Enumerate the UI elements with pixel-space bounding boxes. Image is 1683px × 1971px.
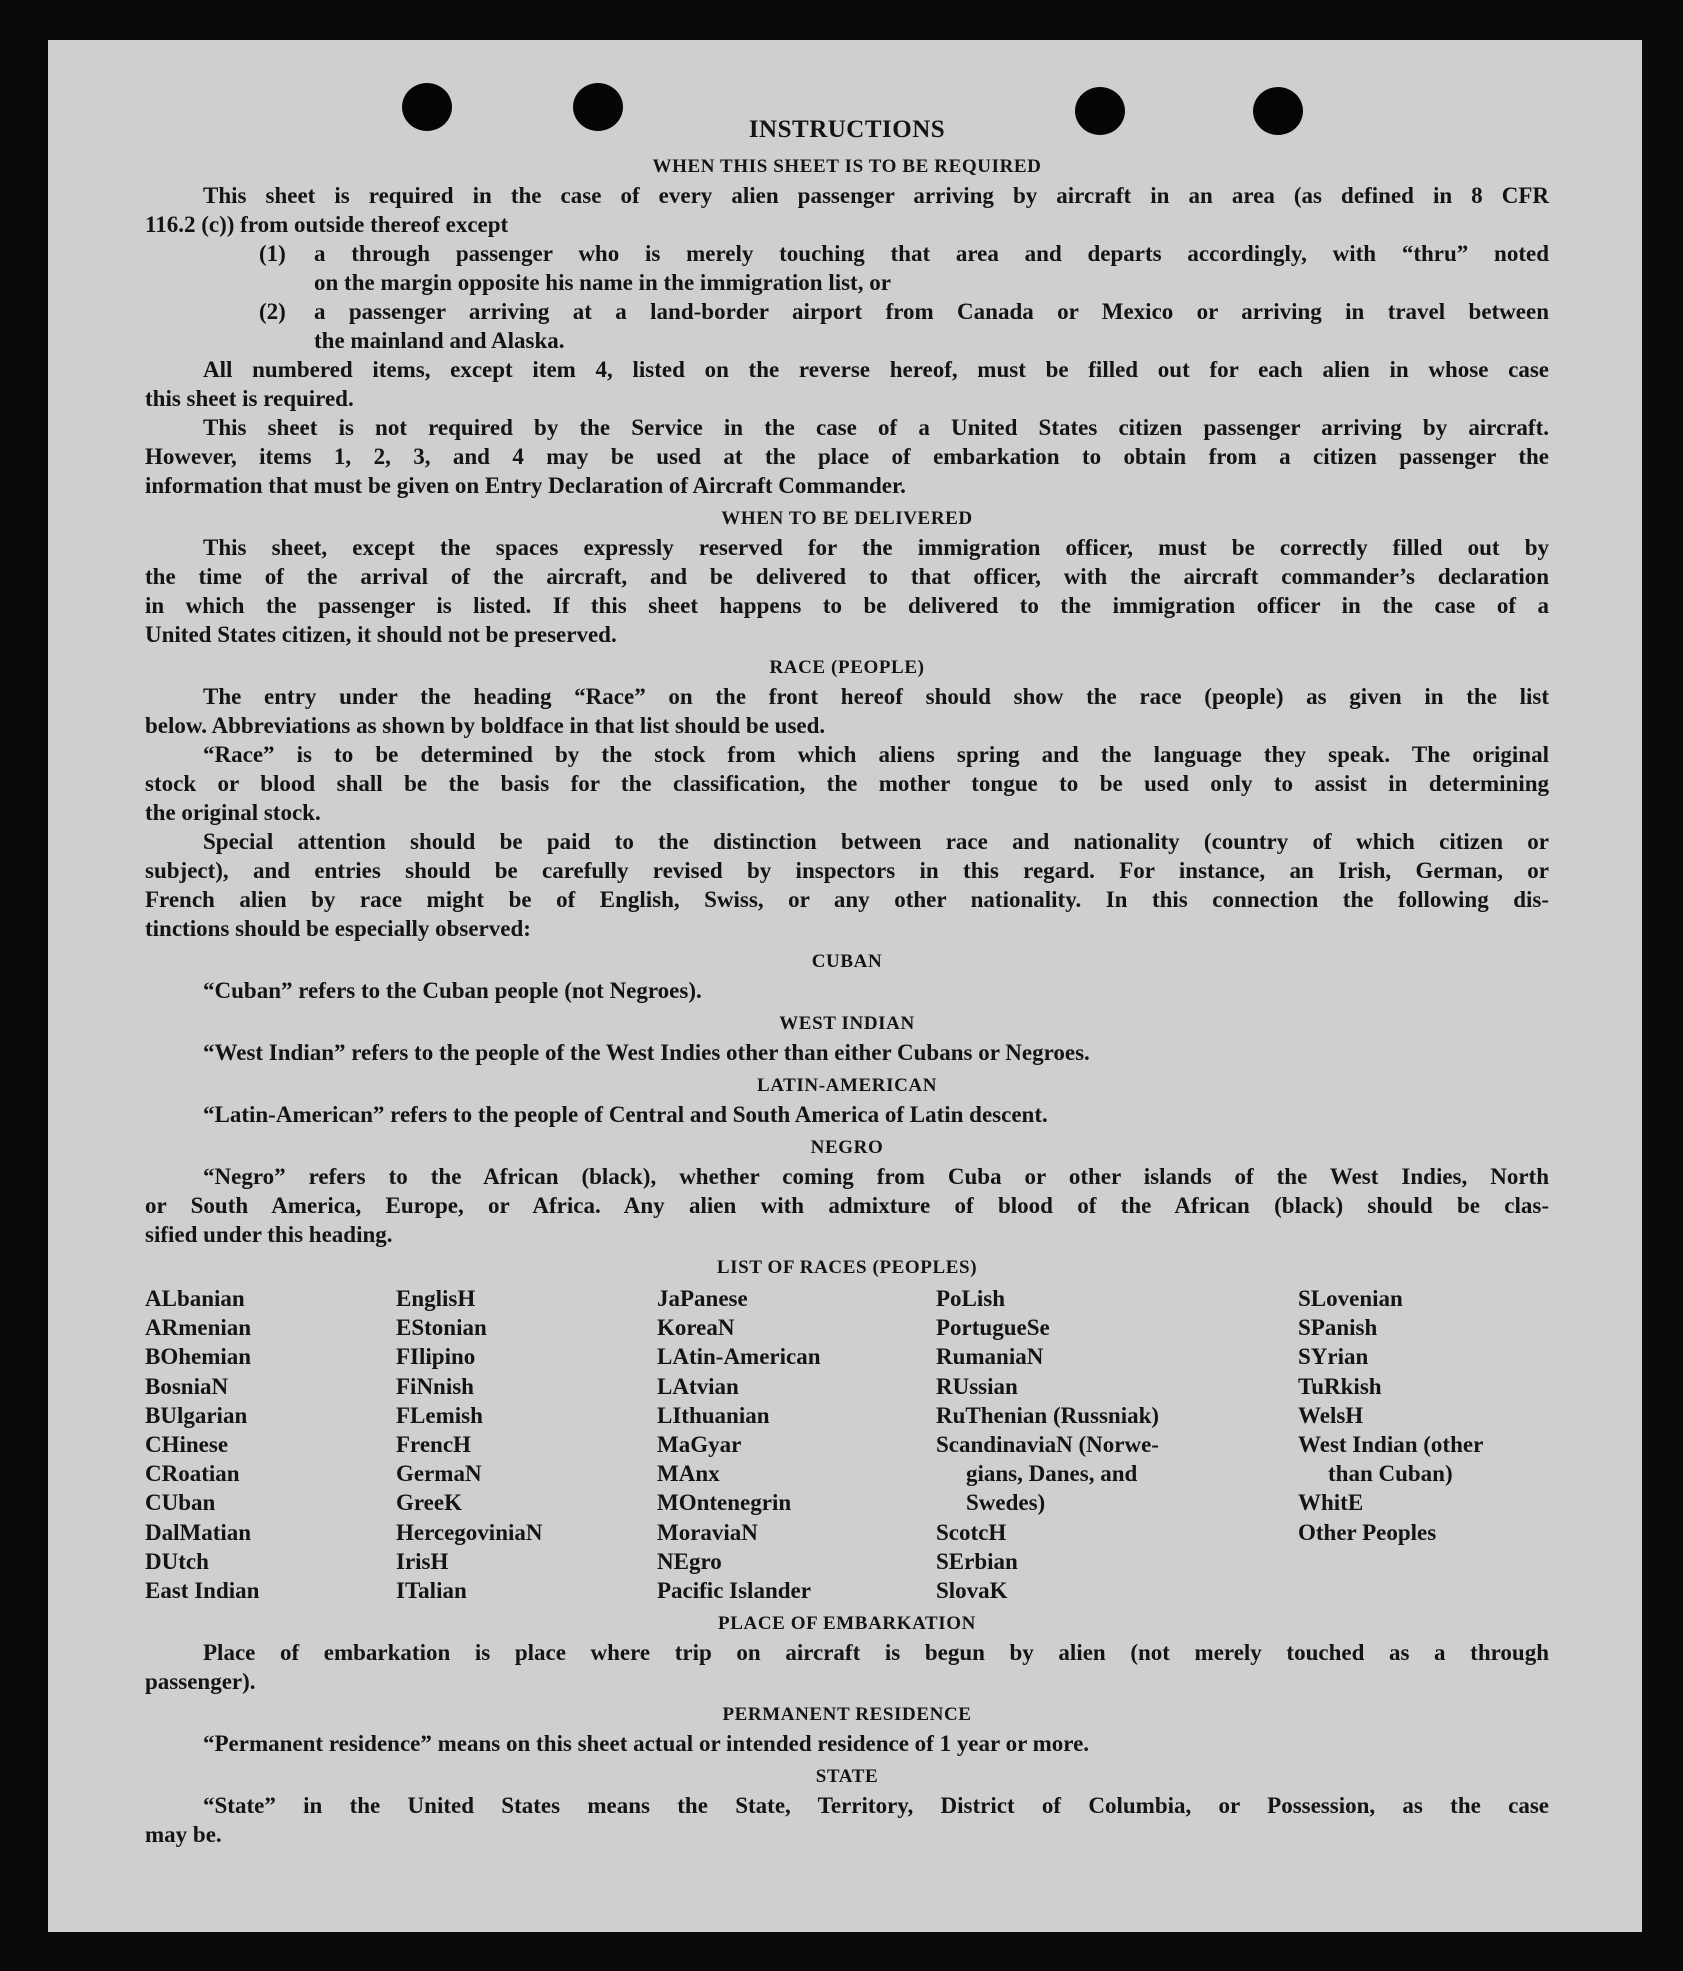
race-entry: than Cuban)	[1328, 1461, 1453, 1487]
item-number: (1)	[259, 241, 286, 266]
section-heading: PERMANENT RESIDENCE	[722, 1704, 972, 1726]
text-line: tinctions should be especially observed:	[145, 916, 531, 941]
text-line: stock or blood shall be the basis for the classification, the mother tongue to be used only to assist in determining	[145, 771, 1549, 796]
paragraph	[145, 1100, 1549, 1129]
section	[145, 1009, 1549, 1067]
section-heading: PLACE OF EMBARKATION	[718, 1613, 976, 1635]
text-line: a passenger arriving at a land-border airport from Canada or Mexico or arriving in travel between	[314, 299, 1549, 324]
race-entry: ALbanian	[145, 1286, 245, 1311]
text-line: “Race” is to be determined by the stock from which aliens spring and the language they speak. The original	[203, 742, 1549, 767]
text-line: This sheet, except the spaces expressly reserved for the immigration officer, must be correctly filled out by	[203, 535, 1549, 560]
section	[145, 653, 1549, 943]
race-entry: FiNnish	[396, 1373, 474, 1399]
race-entry: BUlgarian	[145, 1402, 248, 1428]
race-entry: DalMatian	[145, 1519, 252, 1545]
text-line: This sheet is required in the case of every alien passenger arriving by aircraft in an area (as defined in 8 CFR	[203, 183, 1549, 208]
section-heading: NEGRO	[810, 1137, 884, 1158]
text-line: sified under this heading.	[145, 1222, 393, 1247]
text-line: Place of embarkation is place where trip on aircraft is begun by alien (not merely touched as a through	[203, 1640, 1549, 1666]
race-entry: GermaN	[396, 1461, 482, 1487]
text-line: “Permanent residence” means on this sheet actual or intended residence of 1 year or more.	[203, 1731, 1090, 1757]
text-line: or South America, Europe, or Africa. Any alien with admixture of blood of the African (black) should be clas-	[145, 1193, 1549, 1218]
race-entry: WhitE	[1298, 1490, 1364, 1516]
race-entry: JaPanese	[657, 1286, 748, 1311]
text-line: this sheet is required.	[145, 386, 354, 411]
race-column	[396, 1284, 657, 1605]
race-entry: MOntenegrin	[657, 1490, 792, 1516]
section	[145, 1700, 1549, 1758]
section-heading: LIST OF RACES (PEOPLES)	[716, 1257, 978, 1278]
text-line: the original stock.	[145, 800, 321, 825]
race-entry: CRoatian	[145, 1461, 240, 1487]
section	[145, 1609, 1549, 1696]
text-line: information that must be given on Entry Declaration of Aircraft Commander.	[145, 473, 906, 498]
race-entry: West Indian (other	[1298, 1431, 1484, 1457]
race-entry: BOhemian	[145, 1344, 252, 1370]
race-list	[145, 1284, 1549, 1605]
race-entry: RumaniaN	[936, 1344, 1044, 1370]
section	[145, 1762, 1549, 1849]
race-entry: RuThenian (Russniak)	[936, 1402, 1160, 1428]
text-line: French alien by race might be of English, Swiss, or any other nationality. In this connection the following dis-	[145, 887, 1549, 912]
text-line: The entry under the heading “Race” on the front hereof should show the race (people) as given in the list	[203, 684, 1549, 709]
paragraph	[145, 1038, 1549, 1067]
race-column	[145, 1284, 396, 1605]
race-entry: HercegoviniaN	[396, 1519, 543, 1545]
section	[145, 1071, 1549, 1129]
text-line: 116.2 (c)) from outside thereof except	[145, 212, 509, 237]
section-heading: RACE (PEOPLE)	[769, 657, 925, 678]
numbered-item	[145, 239, 1549, 297]
race-entry: MaGyar	[657, 1431, 742, 1457]
race-entry: CHinese	[145, 1431, 229, 1457]
race-entry: EStonian	[396, 1315, 487, 1341]
section	[145, 504, 1549, 649]
race-entry: ScotcH	[936, 1519, 1007, 1545]
section	[145, 152, 1549, 500]
race-entry: LIthuanian	[657, 1402, 770, 1428]
race-entry: PortugueSe	[936, 1315, 1050, 1341]
race-entry: gians, Danes, and	[966, 1461, 1138, 1487]
paragraph	[145, 1729, 1549, 1758]
race-entry: DUtch	[145, 1548, 209, 1574]
paragraph	[145, 413, 1549, 500]
section	[145, 1253, 1549, 1605]
race-entry: KoreaN	[657, 1315, 735, 1341]
race-column	[657, 1284, 936, 1605]
text-line: All numbered items, except item 4, listed on the reverse hereof, must be filled out for each alien in whose case	[203, 357, 1549, 382]
race-entry: SYrian	[1298, 1344, 1369, 1370]
race-entry: SlovaK	[936, 1577, 1008, 1603]
text-line: in which the passenger is listed. If this sheet happens to be delivered to the immigration officer in the case of a	[145, 593, 1549, 618]
race-entry: East Indian	[145, 1577, 260, 1603]
race-entry: WelsH	[1298, 1402, 1364, 1428]
text-line: a through passenger who is merely touching that area and departs accordingly, with “thru” noted	[314, 241, 1549, 266]
race-entry: FIlipino	[396, 1344, 476, 1370]
paragraph	[145, 1791, 1549, 1849]
race-entry: SErbian	[936, 1548, 1018, 1574]
text-line: the time of the arrival of the aircraft, and be delivered to that officer, with the aircraft commander’s declaration	[145, 564, 1549, 589]
text-line: may be.	[145, 1822, 222, 1848]
race-entry: IrisH	[396, 1548, 449, 1574]
section-heading: STATE	[815, 1766, 879, 1788]
race-entry: Pacific Islander	[657, 1577, 811, 1603]
race-entry: Swedes)	[966, 1490, 1046, 1516]
race-entry: TuRkish	[1298, 1373, 1382, 1399]
race-entry: MoraviaN	[657, 1519, 758, 1545]
race-entry: FLemish	[396, 1402, 483, 1428]
text-line: the mainland and Alaska.	[314, 328, 565, 353]
race-column	[936, 1284, 1298, 1605]
numbered-item	[145, 297, 1549, 355]
paragraph	[145, 1162, 1549, 1249]
text-line: United States citizen, it should not be preserved.	[145, 622, 617, 647]
text-line: subject), and entries should be carefully revised by inspectors in this regard. For instance, an Irish, German, or	[145, 858, 1549, 883]
race-column	[1298, 1284, 1549, 1605]
instructions-content	[145, 112, 1549, 1849]
race-entry: LAtin-American	[657, 1344, 821, 1370]
race-entry: PoLish	[936, 1286, 1006, 1311]
paragraph	[145, 181, 1549, 239]
paragraph	[145, 827, 1549, 943]
section-heading: WHEN TO BE DELIVERED	[721, 508, 973, 529]
paragraph	[145, 533, 1549, 649]
paragraph	[145, 1638, 1549, 1696]
race-entry: RUssian	[936, 1373, 1018, 1399]
race-entry: Other Peoples	[1298, 1519, 1437, 1545]
race-entry: BosniaN	[145, 1373, 229, 1399]
text-line: “Negro” refers to the African (black), whether coming from Cuba or other islands of the West Indies, North	[203, 1164, 1549, 1189]
paragraph	[145, 740, 1549, 827]
race-entry: ARmenian	[145, 1315, 252, 1341]
race-entry: SPanish	[1298, 1315, 1378, 1341]
section-heading: LATIN-AMERICAN	[756, 1075, 938, 1096]
race-entry: FrencH	[396, 1431, 471, 1457]
race-entry: ScandinaviaN (Norwe-	[936, 1431, 1159, 1457]
race-entry: ITalian	[396, 1577, 467, 1603]
race-entry: NEgro	[657, 1548, 722, 1574]
race-entry: LAtvian	[657, 1373, 739, 1399]
text-line: passenger).	[145, 1669, 256, 1695]
race-entry: CUban	[145, 1490, 216, 1516]
text-line: “Latin-American” refers to the people of Central and South America of Latin descent.	[203, 1102, 1048, 1127]
paragraph	[145, 976, 1549, 1005]
paragraph	[145, 355, 1549, 413]
race-entry: MAnx	[657, 1461, 720, 1487]
text-line: “Cuban” refers to the Cuban people (not Negroes).	[203, 978, 702, 1003]
section	[145, 1133, 1549, 1249]
text-line: This sheet is not required by the Service in the case of a United States citizen passenger arriving by aircraft.	[203, 415, 1549, 440]
text-line: “West Indian” refers to the people of the West Indies other than either Cubans or Negroes.	[203, 1040, 1090, 1065]
text-line: However, items 1, 2, 3, and 4 may be used at the place of embarkation to obtain from a citizen passenger the	[145, 444, 1549, 469]
race-entry: EnglisH	[396, 1286, 476, 1311]
text-line: on the margin opposite his name in the immigration list, or	[314, 270, 891, 295]
section	[145, 947, 1549, 1005]
text-line: below. Abbreviations as shown by boldface in that list should be used.	[145, 713, 826, 738]
section-heading: WHEN THIS SHEET IS TO BE REQUIRED	[652, 156, 1042, 177]
paragraph	[145, 682, 1549, 740]
text-line: Special attention should be paid to the distinction between race and nationality (country of which citizen or	[203, 829, 1549, 854]
page-title: INSTRUCTIONS	[748, 116, 946, 143]
race-entry: SLovenian	[1298, 1286, 1403, 1311]
item-number: (2)	[259, 299, 286, 324]
section-heading: CUBAN	[811, 951, 883, 972]
race-entry: GreeK	[396, 1490, 462, 1516]
section-heading: WEST INDIAN	[779, 1013, 915, 1034]
text-line: “State” in the United States means the State, Territory, District of Columbia, or Possession, as the case	[203, 1793, 1549, 1819]
